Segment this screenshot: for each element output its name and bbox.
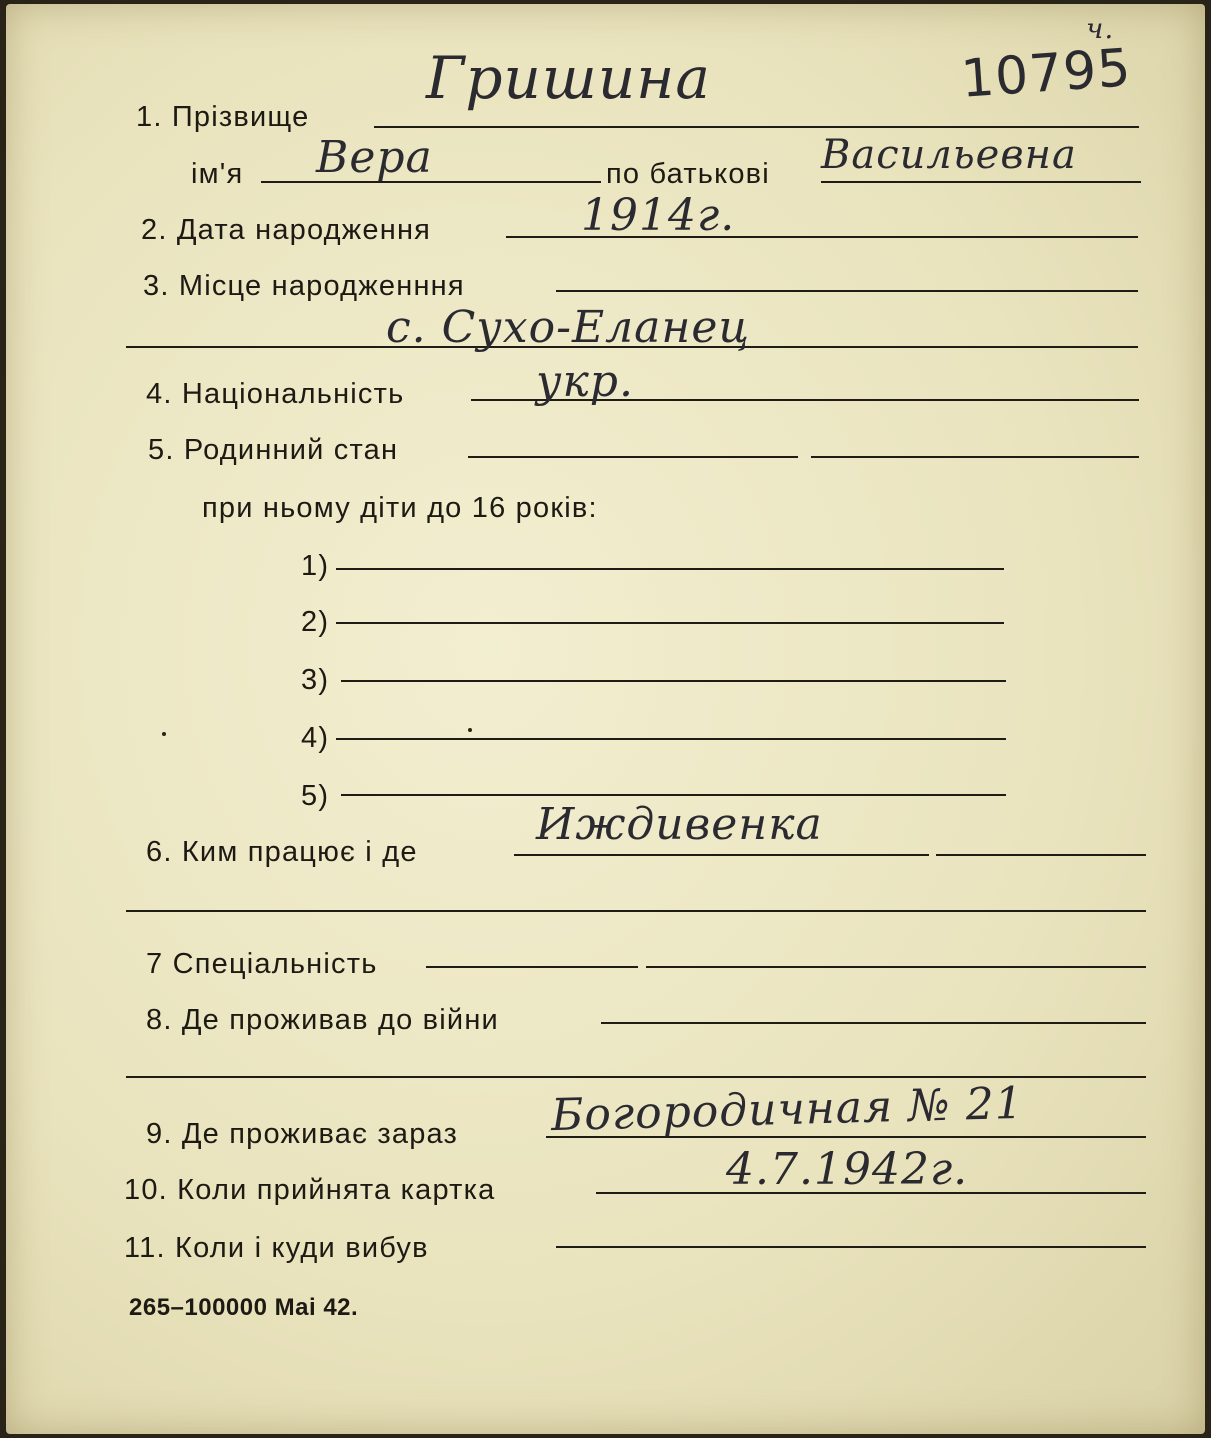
birth-place-value: с. Сухо-Еланец [386, 302, 751, 353]
patronymic-label: по батькові [606, 158, 770, 190]
child-3-label: 3) [301, 664, 330, 696]
prewar-residence-line [601, 1022, 1146, 1024]
current-residence-value: Богородичная № 21 [550, 1077, 1025, 1142]
family-status-line-2 [811, 456, 1139, 458]
specialty-line-2 [646, 966, 1146, 968]
child-5-label: 5) [301, 780, 330, 812]
specialty-line [426, 966, 638, 968]
family-status-line [468, 456, 798, 458]
child-2-line [336, 622, 1004, 624]
prewar-residence-label: 8. Де проживав до війни [146, 1004, 499, 1036]
occupation-label: 6. Ким працює і де [146, 836, 418, 868]
first-name-value: Вера [316, 132, 433, 183]
departed-line [556, 1246, 1146, 1248]
print-code: 265–100000 Mai 42. [129, 1294, 359, 1321]
departed-label: 11. Коли і куди вибув [124, 1232, 429, 1264]
nationality-value: укр. [536, 356, 634, 407]
birth-date-label: 2. Дата народження [141, 214, 432, 246]
birth-date-value: 1914г. [581, 190, 736, 241]
nationality-label: 4. Національність [146, 378, 405, 410]
patronymic-value: Васильевна [821, 132, 1077, 178]
patronymic-line [821, 181, 1141, 183]
children-header: при ньому діти до 16 років: [202, 492, 598, 524]
child-2-label: 2) [301, 606, 330, 638]
registration-card [6, 4, 1205, 1434]
card-number: 10795 [959, 38, 1134, 110]
card-accepted-value: 4.7.1942г. [726, 1144, 969, 1195]
child-4-line [336, 738, 1006, 740]
child-3-line [341, 680, 1006, 682]
ink-dot [162, 732, 166, 736]
birth-place-line [556, 290, 1138, 292]
occupation-line [514, 854, 929, 856]
occupation-line-2 [936, 854, 1146, 856]
ink-dot [468, 728, 472, 732]
birth-place-label: 3. Місце народженння [143, 270, 465, 302]
surname-line [374, 126, 1139, 128]
child-1-label: 1) [301, 550, 330, 582]
surname-label: 1. Прізвище [136, 101, 310, 133]
occupation-value: Иждивенка [536, 799, 823, 850]
card-number-note: ч. [1086, 12, 1115, 45]
current-residence-label: 9. Де проживає зараз [146, 1118, 459, 1150]
surname-value: Гришина [426, 44, 711, 112]
occupation-line-3 [126, 910, 1146, 912]
first-name-label: ім'я [191, 158, 244, 190]
family-status-label: 5. Родинний стан [148, 434, 399, 466]
child-1-line [336, 568, 1004, 570]
child-4-label: 4) [301, 722, 330, 754]
card-accepted-label: 10. Коли прийнята картка [124, 1174, 496, 1206]
specialty-label: 7 Спеціальність [146, 948, 378, 980]
child-5-line [341, 794, 1006, 796]
